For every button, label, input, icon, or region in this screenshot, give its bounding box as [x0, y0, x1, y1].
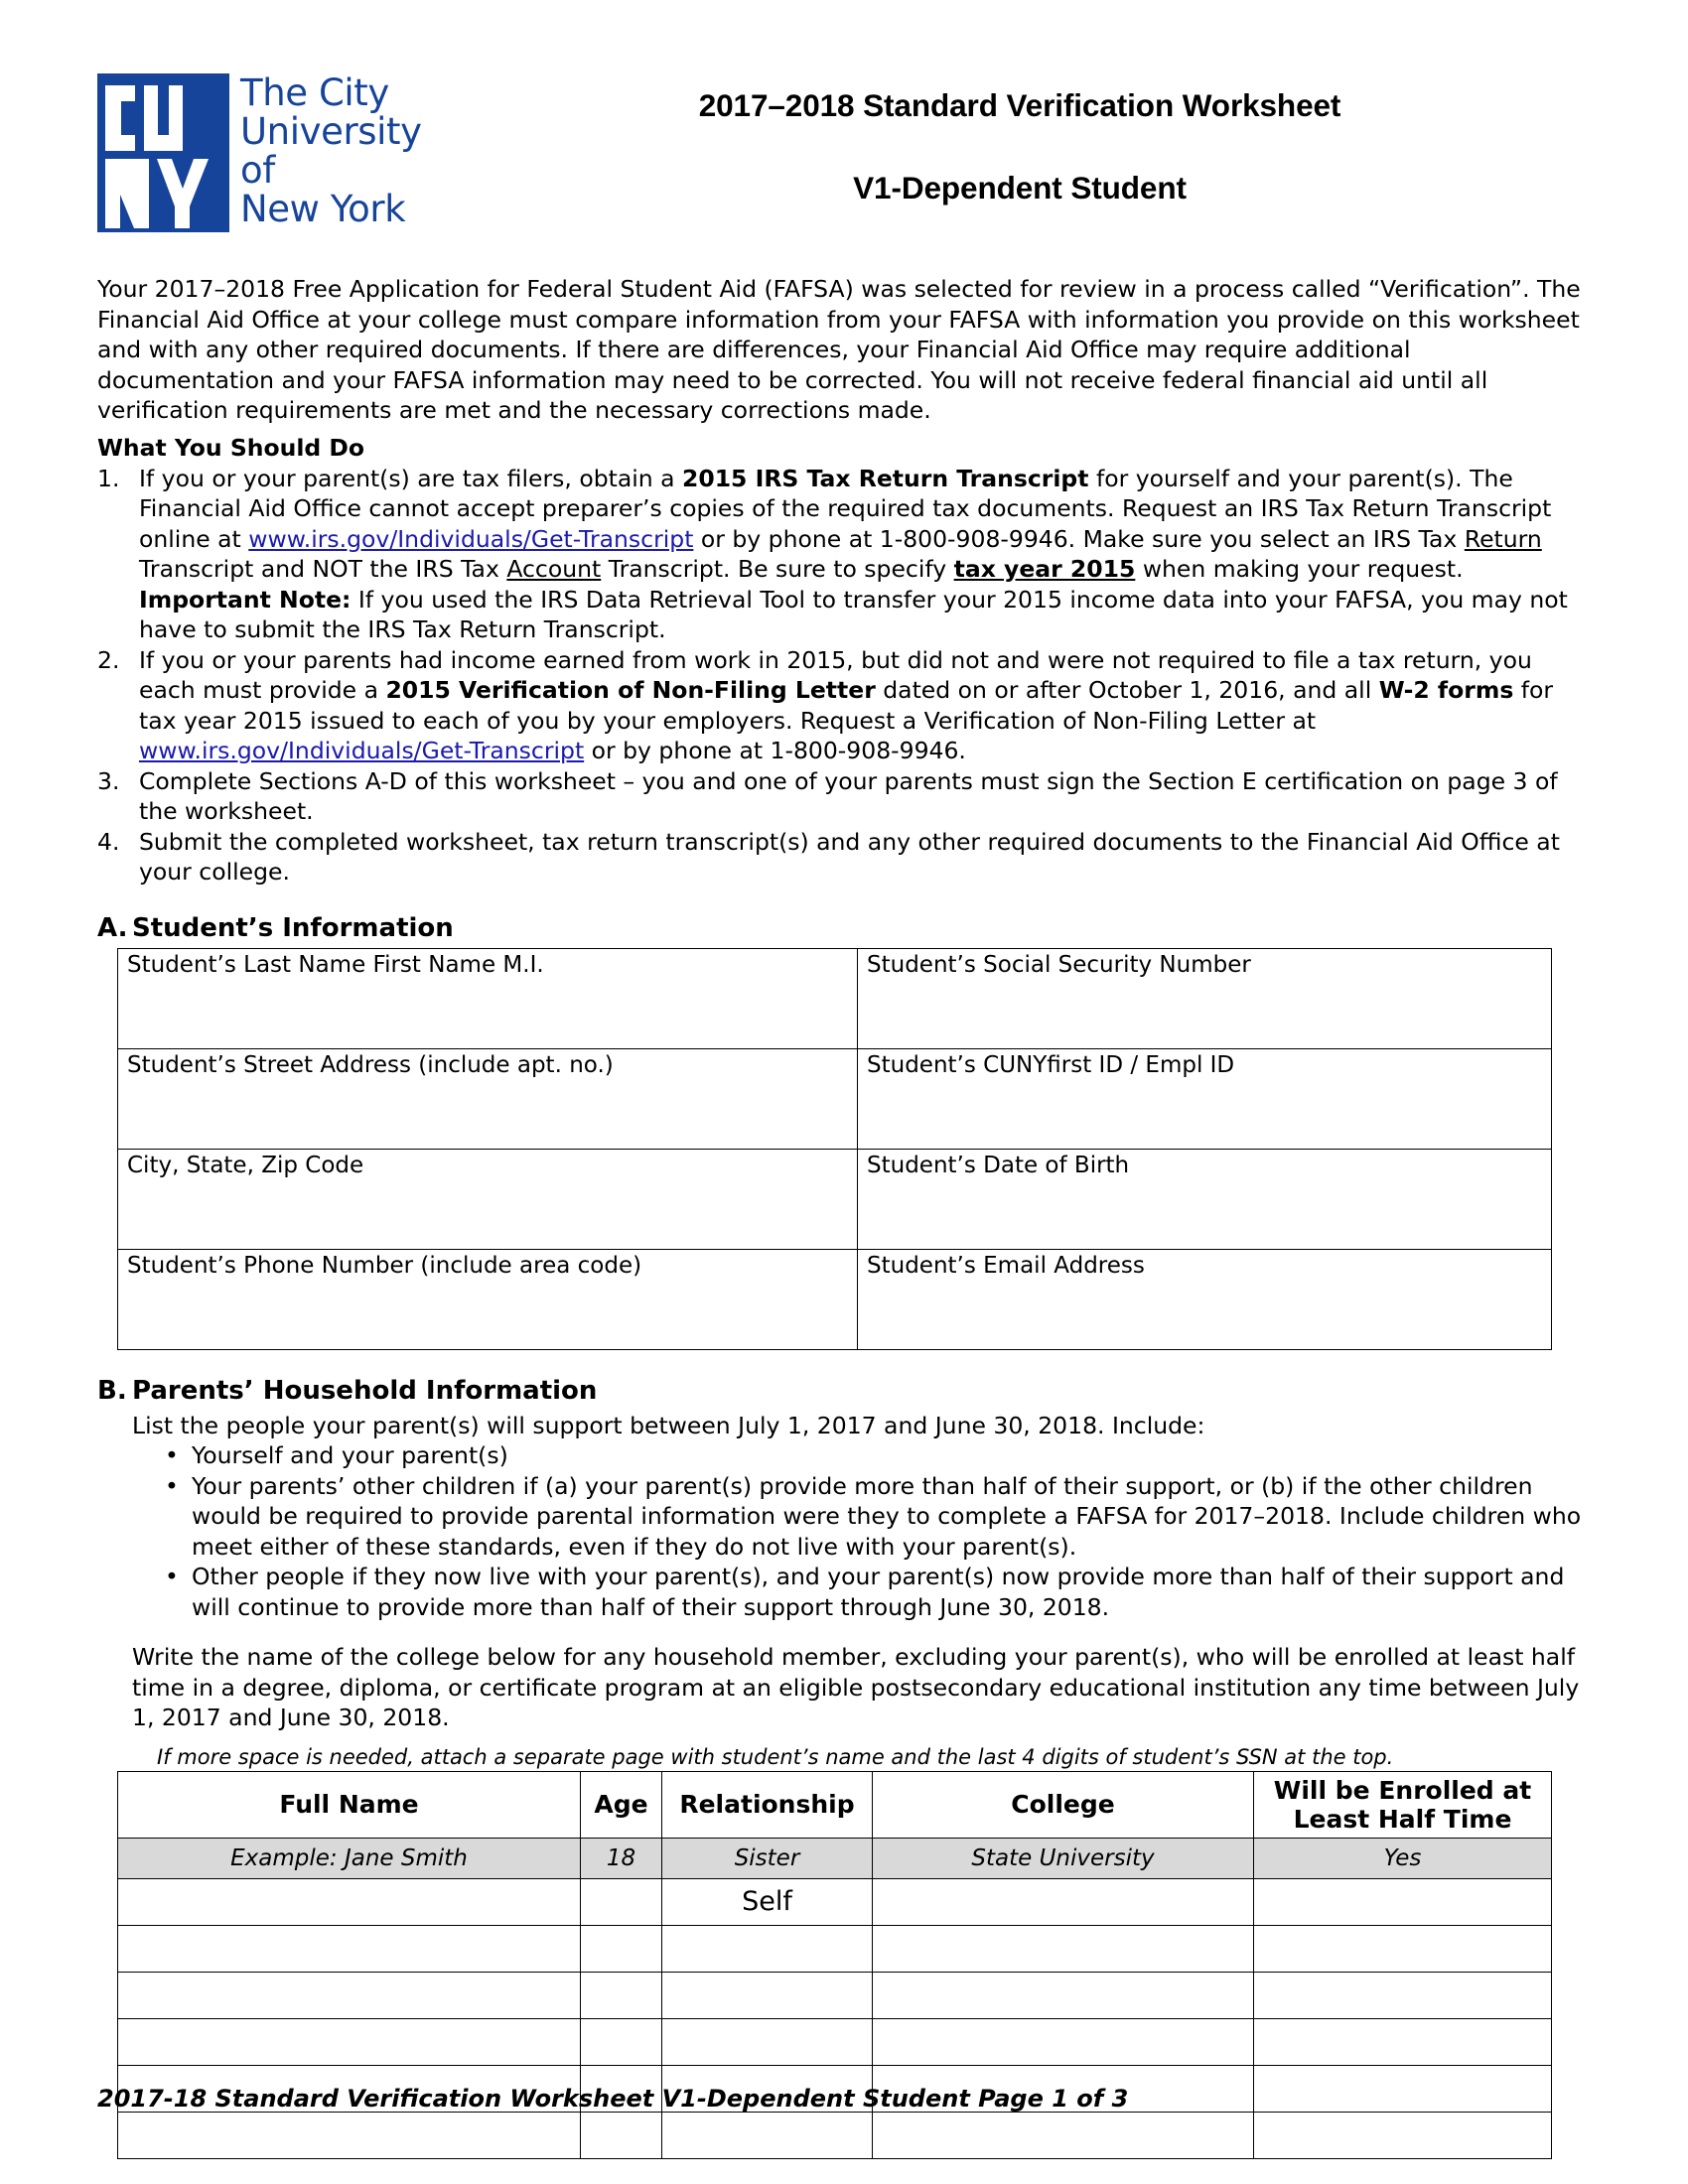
example-cell: 18 [581, 1838, 662, 1878]
bullet-text: Yourself and your parent(s) [192, 1441, 508, 1469]
field-label: Student’s Last Name First Name M.I. [118, 948, 858, 986]
cuny-logo-mark-icon [97, 73, 229, 232]
section-b-letter: B. [97, 1375, 127, 1406]
field-label: City, State, Zip Code [118, 1149, 858, 1186]
household-cell[interactable] [873, 2018, 1254, 2065]
step-text-run: for tax year 2015 issued to each of you by your employers. Request a Verification of Non-Filing Letter at [139, 676, 1554, 735]
table-row [118, 1925, 1552, 1972]
household-cell[interactable] [873, 1925, 1254, 1972]
bullet-icon: • [165, 1471, 179, 1500]
field-label: Student’s CUNYfirst ID / Empl ID [858, 1048, 1552, 1086]
household-cell[interactable] [581, 1972, 662, 2018]
step-text-run: or by phone at 1-800-908-9946. Make sure you select an IRS Tax [693, 524, 1465, 553]
example-row [118, 1838, 1552, 1878]
step-text [139, 827, 1593, 887]
step-item [97, 766, 1593, 827]
section-b-heading [97, 1376, 1593, 1406]
household-cell[interactable] [1254, 1878, 1552, 1925]
household-cell[interactable] [118, 1972, 581, 2018]
field-input[interactable] [858, 1186, 1552, 1250]
table-row [118, 1149, 1552, 1186]
field-input[interactable] [858, 986, 1552, 1049]
step-text-run: for yourself and your parent(s). The Financial Aid Office cannot accept preparer’s copies of the required tax documents. Request an IRS Tax Return Transcript online at [139, 464, 1552, 553]
step-text-run: when making your request. [1135, 555, 1464, 583]
step-text-run: 2015 Verification of Non-Filing Letter [385, 676, 876, 704]
page-footer: 2017-18 Standard Verification Worksheet V1-Dependent Student Page 1 of 3 [97, 2085, 1129, 2113]
table-header-row [118, 1771, 1552, 1838]
cuny-logo-wordmark [240, 73, 422, 228]
household-cell[interactable] [118, 2112, 581, 2158]
logo-line-3: of [240, 149, 275, 192]
step-number: 2. [97, 645, 120, 674]
field-label: Student’s Email Address [858, 1249, 1552, 1287]
example-cell: Yes [1254, 1838, 1552, 1878]
table-row [118, 1249, 1552, 1287]
field-label: Student’s Social Security Number [858, 948, 1552, 986]
example-cell: Sister [662, 1838, 873, 1878]
irs-transcript-link[interactable]: www.irs.gov/Individuals/Get-Transcript [248, 524, 694, 553]
logo-line-2: University [240, 110, 422, 153]
section-b-lead: List the people your parent(s) will support between July 1, 2017 and June 30, 2018. Include: [132, 1411, 1205, 1439]
step-text-run: Important Note: [139, 585, 352, 614]
household-cell[interactable] [581, 1878, 662, 1925]
header-titles [447, 62, 1593, 206]
table-row [118, 948, 1552, 986]
logo-line-1: The City [240, 71, 389, 114]
table-row [118, 1287, 1552, 1350]
step-number: 4. [97, 827, 120, 856]
example-cell: State University [873, 1838, 1254, 1878]
column-header: Will be Enrolled at Least Half Time [1254, 1771, 1552, 1838]
intro-text: Your 2017–2018 Free Application for Federal Student Aid (FAFSA) was selected for review in a process called “Verification”. The Financial Aid Office at your college must compare information from your FAFSA with information you provide on this worksheet and with any other required documents. If there are differences, your Financial Aid Office may require additional documentation and your FAFSA information may need to be corrected. You will not receive federal financial aid until all verification requirements are met and the necessary corrections made. [97, 275, 1581, 424]
student-information-table [117, 948, 1552, 1350]
household-cell[interactable]: Self [662, 1878, 873, 1925]
step-text-run: tax year 2015 [953, 555, 1136, 583]
table-row [118, 1186, 1552, 1250]
field-input[interactable] [118, 1287, 858, 1350]
section-a-title: Student’s Information [132, 912, 454, 943]
household-cell[interactable] [581, 2018, 662, 2065]
household-cell[interactable] [662, 2112, 873, 2158]
household-cell[interactable] [873, 1972, 1254, 2018]
column-header: College [873, 1771, 1254, 1838]
household-cell[interactable] [118, 2018, 581, 2065]
field-input[interactable] [118, 1086, 858, 1150]
household-cell[interactable] [662, 2018, 873, 2065]
what-you-should-do-heading: What You Should Do [97, 433, 365, 462]
field-input[interactable] [858, 1086, 1552, 1150]
section-b-body [132, 1411, 1593, 1733]
step-text [139, 464, 1593, 645]
bullet-text: Your parents’ other children if (a) your parent(s) provide more than half of their support, or (b) if the other children would be required to provide parental information were they to complete a FAFSA for 2017–2018. Include children who meet either of these standards, even if they do not live with your parent(s). [192, 1471, 1582, 1561]
household-cell[interactable] [873, 1878, 1254, 1925]
more-space-note: If more space is needed, attach a separate page with student’s name and the last 4 digits of student’s SSN at the top. [157, 1744, 1394, 1769]
household-cell[interactable] [1254, 2018, 1552, 2065]
household-cell[interactable] [1254, 2112, 1552, 2158]
field-input[interactable] [118, 1186, 858, 1250]
step-text [139, 766, 1593, 827]
household-cell[interactable] [118, 1878, 581, 1925]
steps-list [97, 464, 1593, 887]
step-item [97, 827, 1593, 887]
cuny-logo [97, 62, 447, 232]
logo-line-4: New York [240, 188, 406, 230]
field-label: Student’s Date of Birth [858, 1149, 1552, 1186]
bullet-icon: • [165, 1441, 179, 1469]
section-b-note: Write the name of the college below for any household member, excluding your parent(s), who will be enrolled at least half time in a degree, diploma, or certificate program at an eligible postsecondary educational institution any time between July 1, 2017 and June 30, 2018. [132, 1643, 1580, 1731]
step-text-run: dated on or after October 1, 2016, and all [875, 676, 1379, 704]
section-b-title: Parents’ Household Information [132, 1375, 598, 1406]
household-cell[interactable] [1254, 1925, 1552, 1972]
intro-paragraph [97, 274, 1593, 426]
household-cell[interactable] [581, 1925, 662, 1972]
household-cell[interactable] [118, 1925, 581, 1972]
column-header: Full Name [118, 1771, 581, 1838]
step-text-run: or by phone at 1-800-908-9946. [584, 737, 966, 764]
step-text-run: Transcript and NOT the IRS Tax [139, 555, 507, 583]
household-cell[interactable] [581, 2112, 662, 2158]
household-cell[interactable] [1254, 2065, 1552, 2112]
table-row [118, 1048, 1552, 1086]
field-input[interactable] [858, 1287, 1552, 1350]
page-subtitle: V1-Dependent Student [853, 170, 1187, 205]
step-text-run: Complete Sections A-D of this worksheet – you and one of your parents must sign the Section E certification on page 3 of the worksheet. [139, 766, 1558, 825]
bullet-text: Other people if they now live with your parent(s), and your parent(s) now provide more than half of their support and will continue to provide more than half of their support through June 30, 2018. [192, 1563, 1565, 1621]
field-label: Student’s Street Address (include apt. no.) [118, 1048, 858, 1086]
page-title: 2017–2018 Standard Verification Worksheet [698, 87, 1341, 123]
step-text [139, 645, 1593, 766]
step-text-run: If you used the IRS Data Retrieval Tool to transfer your 2015 income data into your FAFSA, you may not have to submit the IRS Tax Return Transcript. [139, 585, 1568, 643]
household-cell[interactable] [873, 2112, 1254, 2158]
page-header [97, 62, 1593, 250]
column-header: Age [581, 1771, 662, 1838]
column-header: Relationship [662, 1771, 873, 1838]
table-row [118, 1878, 1552, 1925]
table-row [118, 1972, 1552, 2018]
table-row [118, 1086, 1552, 1150]
table-row [118, 2018, 1552, 2065]
step-number: 3. [97, 766, 120, 795]
step-text-run: Account [506, 555, 602, 583]
step-text-run: W-2 forms [1378, 676, 1514, 704]
list-item [132, 1471, 1593, 1563]
step-text-run: Return [1464, 524, 1542, 553]
irs-transcript-link[interactable]: www.irs.gov/Individuals/Get-Transcript [139, 737, 585, 764]
table-row [118, 2112, 1552, 2158]
household-cell[interactable] [662, 1972, 873, 2018]
step-text-run: If you or your parent(s) are tax filers, obtain a [139, 464, 682, 492]
household-cell[interactable] [1254, 1972, 1552, 2018]
bullet-icon: • [165, 1563, 179, 1590]
example-cell: Example: Jane Smith [118, 1838, 581, 1878]
household-include-bullets [132, 1440, 1593, 1622]
step-text-run: If you or your parents had income earned from work in 2015, but did not and were not required to file a tax return, you each must provide a [139, 645, 1532, 704]
list-item [132, 1562, 1593, 1622]
step-text-run: 2015 IRS Tax Return Transcript [682, 464, 1089, 492]
section-a-heading [97, 913, 1593, 943]
list-item [132, 1440, 1593, 1471]
step-text-run: Transcript. Be sure to specify [601, 555, 954, 583]
field-input[interactable] [118, 986, 858, 1049]
step-number: 1. [97, 464, 120, 492]
household-cell[interactable] [662, 1925, 873, 1972]
section-a-letter: A. [97, 912, 128, 943]
table-row [118, 986, 1552, 1049]
step-item [97, 464, 1593, 645]
step-item [97, 645, 1593, 766]
field-label: Student’s Phone Number (include area code) [118, 1249, 858, 1287]
step-text-run: Submit the completed worksheet, tax return transcript(s) and any other required documents to the Financial Aid Office at your college. [139, 827, 1560, 886]
